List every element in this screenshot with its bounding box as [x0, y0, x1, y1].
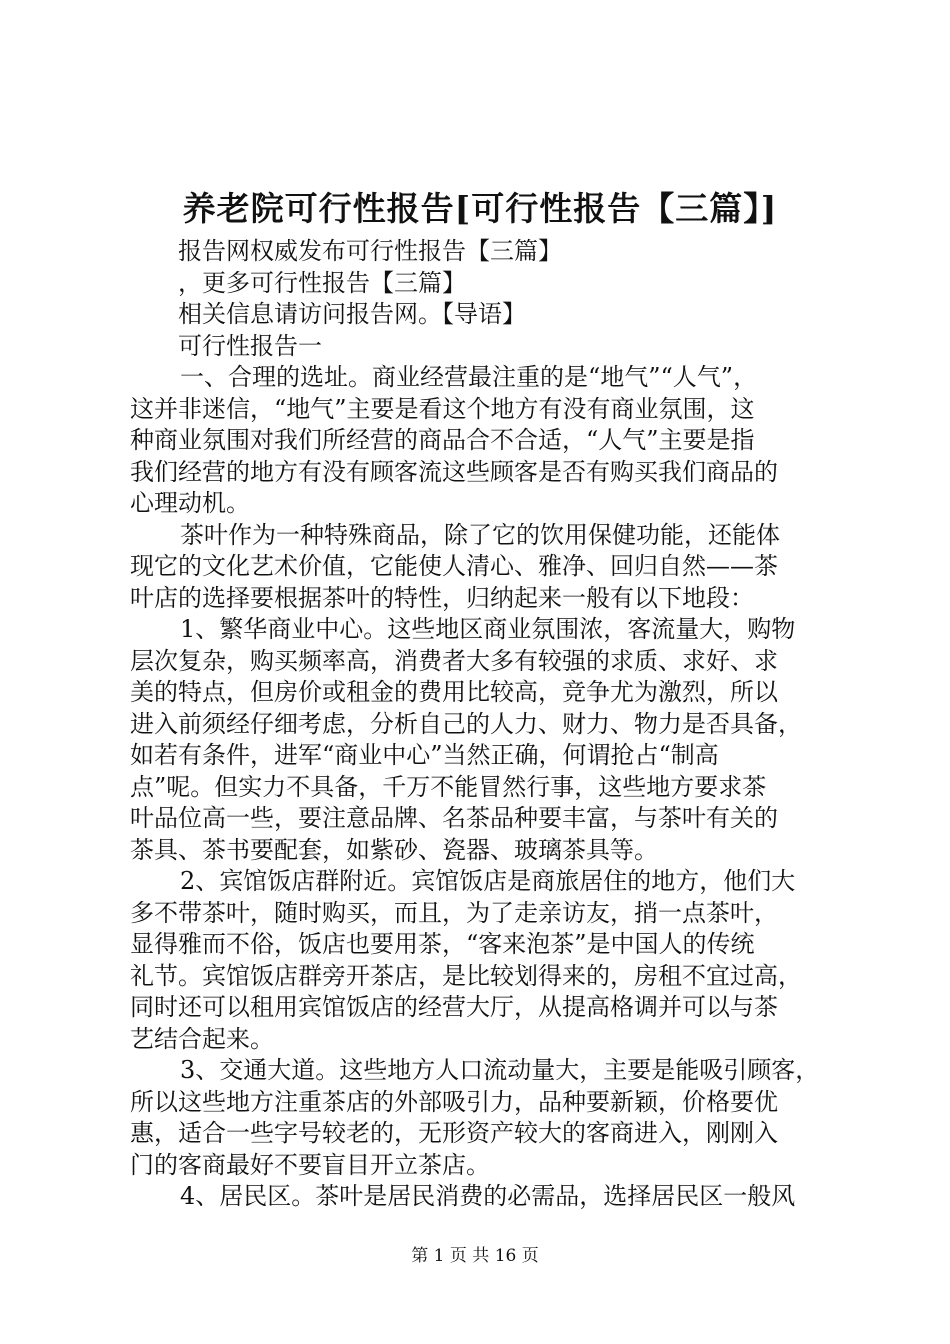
paragraph	[130, 520, 842, 615]
intro-line: ，更多可行性报告【三篇】	[178, 268, 466, 297]
paragraph-line: 心理动机。	[130, 489, 250, 517]
paragraph-line: 多不带茶叶，随时购买，而且，为了走亲访友，捎一点茶叶，	[130, 898, 778, 927]
paragraph-line: 显得雅而不俗，饭店也要用茶，“客来泡茶”是中国人的传统	[130, 930, 755, 958]
paragraph-line: 现它的文化艺术价值，它能使人清心、雅净、回归自然——茶	[130, 552, 778, 580]
paragraph-line: 一、合理的选址。商业经营最注重的是“地气”“人气”，	[180, 363, 758, 391]
paragraph-line: 3、交通大道。这些地方人口流动量大，主要是能吸引顾客，	[180, 1056, 820, 1084]
paragraph-line: 层次复杂，购买频率高，消费者大多有较强的求质、求好、求	[130, 646, 778, 675]
paragraph-line: 美的特点，但房价或租金的费用比较高，竞争尤为激烈，所以	[130, 678, 778, 706]
paragraph-line: 叶品位高一些，要注意品牌、名茶品种要丰富，与茶叶有关的	[130, 804, 778, 832]
paragraph	[130, 1181, 842, 1213]
paragraph-line: 点”呢。但实力不具备，千万不能冒然行事，这些地方要求茶	[130, 772, 767, 801]
document-title: 养老院可行性报告[可行性报告【三篇】]	[182, 189, 778, 228]
paragraph-line: 同时还可以租用宾馆饭店的经营大厅，从提高格调并可以与茶	[130, 993, 778, 1021]
paragraph-line: 惠，适合一些字号较老的，无形资产较大的客商进入，刚刚入	[130, 1119, 778, 1147]
intro-line: 可行性报告一	[178, 331, 322, 360]
page-number-footer: 第 1 页 共 16 页	[411, 1246, 539, 1266]
paragraph-line: 种商业氛围对我们所经营的商品合不合适，“人气”主要是指	[130, 426, 755, 454]
paragraph-line: 1、繁华商业中心。这些地区商业氛围浓，客流量大，购物	[180, 615, 796, 643]
paragraph-line: 进入前须经仔细考虑，分析自己的人力、财力、物力是否具备，	[130, 709, 802, 738]
paragraph-line: 叶店的选择要根据茶叶的特性，归纳起来一般有以下地段：	[130, 583, 754, 612]
paragraph	[130, 1055, 842, 1181]
paragraph-line: 这并非迷信，“地气”主要是看这个地方有没有商业氛围，这	[130, 394, 755, 423]
paragraph-line: 我们经营的地方有没有顾客流这些顾客是否有购买我们商品的	[130, 457, 778, 486]
paragraph-line: 茶叶作为一种特殊商品，除了它的饮用保健功能，还能体	[180, 520, 780, 549]
paragraph	[130, 866, 842, 1055]
paragraph	[130, 362, 842, 520]
paragraph-line: 艺结合起来。	[130, 1024, 274, 1053]
paragraph-line: 礼节。宾馆饭店群旁开茶店，是比较划得来的，房租不宜过高，	[130, 961, 802, 990]
intro-line: 相关信息请访问报告网。【导语】	[178, 300, 526, 328]
document-body	[130, 236, 842, 1213]
paragraph-line: 所以这些地方注重茶店的外部吸引力，品种要新颖，价格要优	[130, 1087, 778, 1116]
paragraph-line: 4、居民区。茶叶是居民消费的必需品，选择居民区一般风	[180, 1182, 796, 1210]
paragraph-line: 茶具、茶书要配套，如紫砂、瓷器、玻璃茶具等。	[130, 835, 658, 864]
paragraph-line: 门的客商最好不要盲目开立茶店。	[130, 1150, 490, 1179]
paragraph-line: 2、宾馆饭店群附近。宾馆饭店是商旅居住的地方，他们大	[180, 867, 796, 895]
intro-line: 报告网权威发布可行性报告【三篇】	[178, 237, 562, 265]
paragraph-line: 如若有条件，进军“商业中心”当然正确，何谓抢占“制高	[130, 741, 719, 769]
paragraph	[130, 614, 842, 866]
